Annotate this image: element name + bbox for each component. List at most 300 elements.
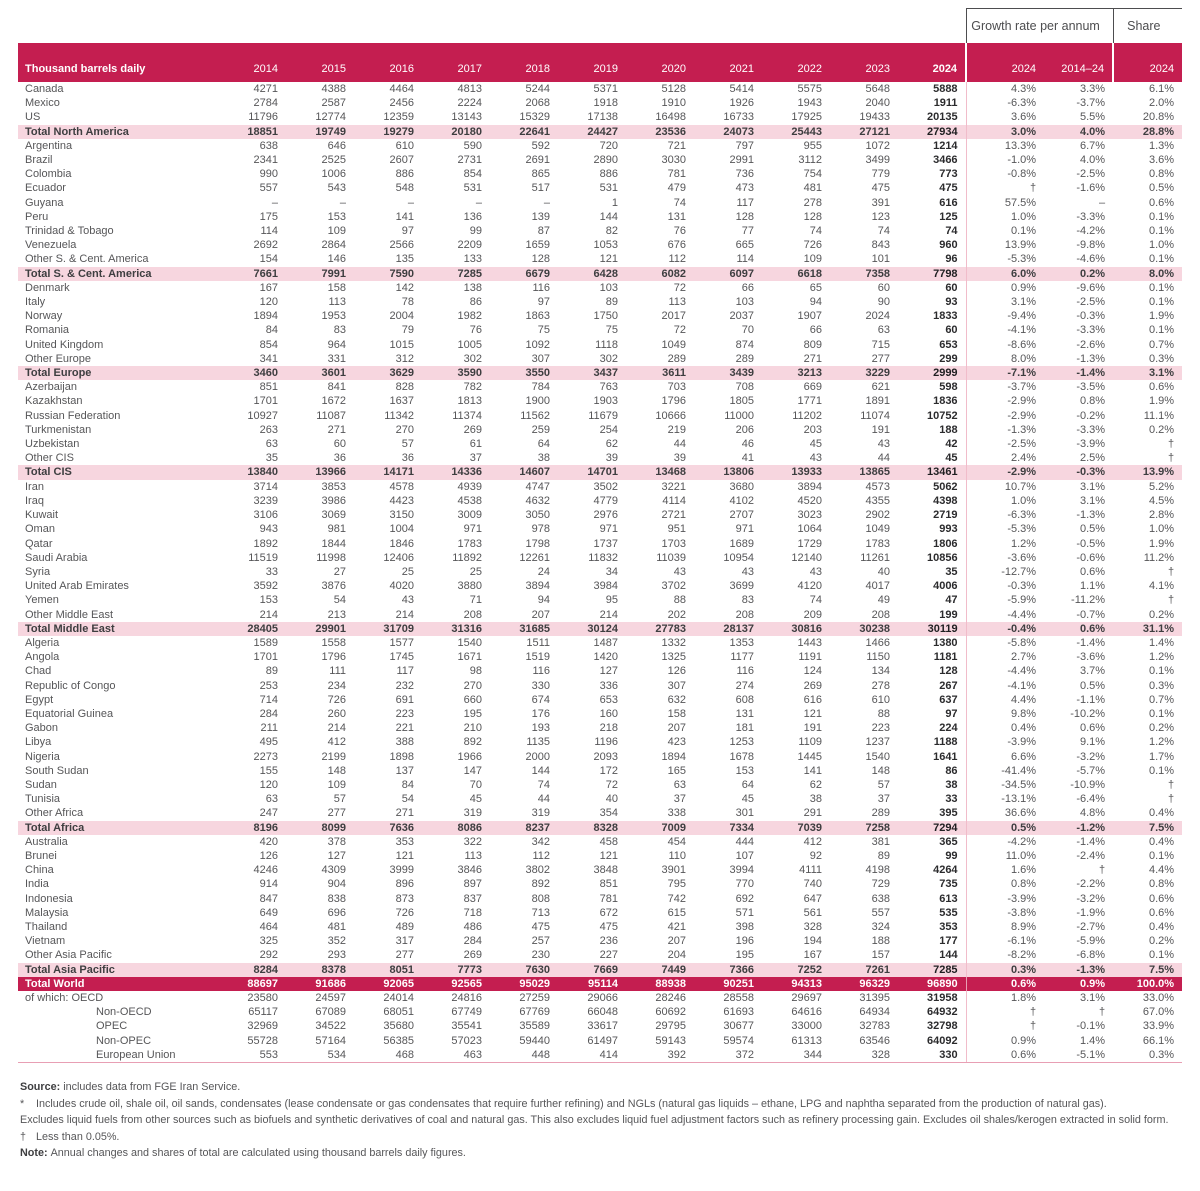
value-cell: 3994 — [729, 864, 754, 877]
table-row — [18, 551, 1182, 565]
value-cell: 1833 — [933, 310, 958, 323]
table-row — [18, 948, 1182, 962]
value-cell: 2864 — [321, 239, 346, 252]
value-cell: 82 — [605, 225, 618, 238]
value-cell: 1783 — [865, 537, 890, 550]
value-cell: 270 — [395, 423, 414, 436]
row-label: Total S. & Cent. America — [18, 267, 218, 281]
value-cell: 11202 — [792, 409, 822, 422]
value-cell: 3050 — [525, 509, 550, 522]
growth-cell: -3.9% — [966, 892, 1044, 906]
value-cell: 1332 — [661, 636, 686, 649]
growth-cell: 0.5% — [1080, 679, 1106, 692]
value-cell: 6097 — [694, 267, 762, 281]
value-cell: 11832 — [588, 551, 618, 564]
value-cell: 3984 — [593, 580, 618, 593]
value-cell: 1181 — [933, 651, 958, 664]
value-cell: 62 — [605, 438, 618, 451]
share-cell: 0.1% — [1149, 324, 1175, 337]
value-cell: 10927 — [247, 409, 278, 422]
value-cell: 24597 — [315, 992, 346, 1004]
value-cell: 15329 — [519, 111, 550, 124]
value-cell: 5128 — [661, 83, 686, 95]
value-cell: 14607 — [490, 465, 558, 479]
value-cell: 13865 — [830, 465, 898, 479]
table-row — [18, 451, 1182, 465]
value-cell: 66 — [741, 281, 754, 294]
row-label: Kuwait — [25, 509, 59, 522]
value-cell: 344 — [762, 1048, 830, 1063]
value-cell: – — [339, 196, 346, 209]
share-cell: 0.2% — [1149, 423, 1175, 436]
share-cell: 0.1% — [1149, 210, 1175, 223]
value-cell: 86 — [945, 764, 958, 777]
value-cell: 257 — [531, 935, 550, 948]
value-cell: 665 — [735, 239, 754, 252]
value-cell: 191 — [803, 722, 822, 735]
value-cell: 13806 — [694, 465, 762, 479]
value-cell: 1004 — [389, 523, 414, 536]
value-cell: 7449 — [626, 963, 694, 977]
growth-cell: -3.6% — [966, 551, 1044, 565]
growth-cell: -0.4% — [966, 622, 1044, 636]
growth-cell: -5.1% — [1044, 1048, 1113, 1063]
value-cell: 1420 — [593, 651, 618, 664]
value-cell: 1844 — [321, 537, 346, 550]
share-cell: † — [1167, 438, 1175, 451]
table-row — [18, 96, 1182, 110]
growth-cell: -0.1% — [1076, 1020, 1106, 1033]
value-cell: 981 — [327, 523, 346, 536]
value-cell: 86 — [469, 296, 482, 309]
value-cell: 312 — [395, 352, 414, 365]
value-cell: 28558 — [723, 992, 754, 1004]
value-cell: 31958 — [926, 992, 958, 1004]
value-cell: 458 — [599, 835, 618, 848]
value-cell: 1805 — [729, 395, 754, 408]
value-cell: 269 — [463, 423, 482, 436]
value-cell: 486 — [463, 920, 482, 933]
value-cell: 121 — [599, 253, 618, 266]
growth-cell: -2.9% — [966, 409, 1044, 423]
value-cell: 114 — [260, 225, 278, 238]
value-cell: 271 — [803, 352, 822, 365]
value-cell: 11261 — [860, 551, 890, 564]
growth-cell: -34.5% — [966, 778, 1044, 792]
growth-cell: -6.3% — [966, 508, 1044, 522]
table-row — [18, 508, 1182, 522]
table-row — [18, 849, 1182, 863]
value-cell: 63546 — [859, 1034, 890, 1047]
value-cell: 2719 — [933, 509, 958, 522]
value-cell: 8099 — [286, 821, 354, 835]
value-cell: 3239 — [253, 494, 278, 507]
row-label: Peru — [25, 210, 49, 223]
share-cell: 7.5% — [1113, 821, 1182, 835]
row-label: Non-OPEC — [96, 1034, 152, 1047]
value-cell: 45 — [469, 793, 482, 806]
growth-cell: -4.6% — [1076, 253, 1106, 266]
value-cell: 75 — [605, 324, 618, 337]
value-cell: 88 — [877, 707, 890, 720]
value-cell: 213 — [327, 608, 346, 621]
growth-cell: 0.9% — [966, 1034, 1044, 1048]
value-cell: 70 — [469, 778, 482, 791]
growth-cell: 0.9% — [1044, 977, 1113, 991]
value-cell: 18851 — [218, 125, 286, 139]
value-cell: 214 — [327, 722, 346, 735]
year-column-header: 2021 — [694, 43, 762, 82]
share-cell: 4.4% — [1149, 864, 1175, 877]
row-label: European Union — [18, 1048, 218, 1063]
growth-cell: -5.9% — [1076, 935, 1106, 948]
growth-cell: -3.5% — [1076, 381, 1106, 394]
value-cell: 328 — [830, 1048, 898, 1063]
value-cell: 718 — [463, 906, 482, 919]
value-cell: 1703 — [661, 537, 686, 550]
value-cell: 83 — [333, 324, 346, 337]
value-cell: 153 — [735, 764, 754, 777]
value-cell: 19433 — [859, 111, 890, 124]
table-row — [18, 380, 1182, 394]
value-cell: 7334 — [694, 821, 762, 835]
value-cell: 5888 — [933, 83, 958, 95]
value-cell: 468 — [354, 1048, 422, 1063]
table-row — [18, 934, 1182, 948]
growth-cell: -8.2% — [966, 948, 1044, 962]
value-cell: 40 — [877, 565, 890, 578]
value-cell: 270 — [463, 679, 482, 692]
share-cell: 2.0% — [1149, 97, 1175, 110]
value-cell: 1806 — [933, 537, 958, 550]
value-cell: 33617 — [587, 1020, 618, 1033]
value-cell: 7285 — [898, 963, 966, 977]
value-cell: 653 — [939, 338, 958, 351]
growth-cell: 8.0% — [966, 352, 1044, 366]
growth-cell: -1.0% — [966, 153, 1044, 167]
growth-cell: 0.9% — [966, 281, 1044, 295]
value-cell: 64092 — [926, 1034, 958, 1047]
row-label: Guyana — [25, 196, 64, 209]
value-cell: 61313 — [791, 1034, 822, 1047]
table-row — [18, 892, 1182, 906]
growth-cell: 3.1% — [1080, 480, 1106, 493]
value-cell: 1177 — [730, 651, 754, 664]
value-cell: 232 — [395, 679, 414, 692]
value-cell: 993 — [939, 523, 958, 536]
value-cell: 971 — [735, 523, 754, 536]
table-row — [18, 593, 1182, 607]
value-cell: 1953 — [321, 310, 346, 323]
growth-cell: 0.8% — [966, 877, 1044, 891]
row-label: Angola — [25, 651, 60, 664]
growth-cell: -3.2% — [1076, 750, 1106, 763]
value-cell: 7661 — [218, 267, 286, 281]
growth-cell: -3.6% — [1076, 651, 1106, 664]
growth-cell: -1.6% — [1076, 182, 1106, 195]
row-label: United Arab Emirates — [25, 580, 129, 593]
value-cell: 195 — [463, 707, 482, 720]
growth-cell: -3.7% — [966, 380, 1044, 394]
value-cell: 103 — [735, 296, 754, 309]
value-cell: 25 — [469, 565, 482, 578]
value-cell: 592 — [531, 139, 550, 152]
value-cell: 2024 — [865, 310, 890, 323]
value-cell: 84 — [265, 324, 278, 337]
share-2024-column-header: 2024 — [1113, 43, 1182, 82]
table-row — [18, 636, 1182, 650]
value-cell: 13933 — [762, 465, 830, 479]
value-cell: 1678 — [729, 750, 754, 763]
value-cell: 13840 — [218, 465, 286, 479]
table-row — [18, 409, 1182, 423]
value-cell: 779 — [871, 168, 890, 181]
growth-cell: 1.6% — [966, 863, 1044, 877]
value-cell: 1589 — [253, 636, 278, 649]
year-column-header: 2022 — [762, 43, 830, 82]
value-cell: 24014 — [383, 992, 414, 1004]
year-column-header: 2018 — [490, 43, 558, 82]
growth-cell: -4.2% — [966, 835, 1044, 849]
value-cell: 4114 — [662, 494, 686, 507]
value-cell: 88 — [673, 594, 686, 607]
value-cell: 322 — [463, 835, 482, 848]
value-cell: 96329 — [830, 977, 898, 991]
row-label: Russian Federation — [25, 409, 121, 422]
share-cell: 20.8% — [1142, 111, 1175, 124]
table-row — [18, 139, 1182, 153]
value-cell: 11519 — [248, 551, 278, 564]
share-cell: 0.4% — [1149, 920, 1175, 933]
value-cell: 4779 — [593, 494, 618, 507]
value-cell: 207 — [667, 935, 686, 948]
growth-cell: -13.1% — [966, 792, 1044, 806]
growth-cell: 9.8% — [966, 707, 1044, 721]
value-cell: 24427 — [558, 125, 626, 139]
share-cell: 4.1% — [1149, 580, 1175, 593]
value-cell: 64934 — [859, 1006, 890, 1019]
value-cell: 7009 — [626, 821, 694, 835]
growth-cell: -8.6% — [966, 338, 1044, 352]
value-cell: 13468 — [626, 465, 694, 479]
value-cell: 113 — [328, 296, 346, 309]
table-row — [18, 664, 1182, 678]
value-cell: 214 — [259, 608, 278, 621]
row-label: Iran — [25, 480, 44, 493]
growth-cell: † — [966, 1005, 1044, 1019]
value-cell: 144 — [599, 210, 618, 223]
value-cell: 60 — [877, 281, 890, 294]
value-cell: 616 — [939, 196, 958, 209]
value-cell: 96890 — [898, 977, 966, 991]
value-cell: 1445 — [797, 750, 822, 763]
value-cell: 7991 — [286, 267, 354, 281]
value-cell: 146 — [327, 253, 346, 266]
value-cell: 781 — [599, 892, 618, 905]
value-cell: 76 — [469, 324, 482, 337]
value-cell: 44 — [877, 452, 890, 465]
row-label: Other Europe — [25, 352, 92, 365]
growth-cell: -4.4% — [966, 608, 1044, 622]
value-cell: 4573 — [865, 480, 890, 493]
value-cell: 1903 — [593, 395, 618, 408]
value-cell: 395 — [939, 807, 958, 820]
value-cell: 99 — [945, 849, 958, 862]
value-cell: 45 — [809, 438, 822, 451]
share-cell: 0.1% — [1149, 707, 1175, 720]
value-cell: 1891 — [865, 395, 890, 408]
table-row — [18, 522, 1182, 536]
value-cell: 30816 — [762, 622, 830, 636]
share-cell: 11.1% — [1143, 409, 1175, 422]
value-cell: 3590 — [422, 366, 490, 380]
table-row — [18, 1019, 1182, 1033]
value-cell: 12261 — [519, 551, 550, 564]
value-cell: 904 — [327, 878, 346, 891]
value-cell: 475 — [599, 920, 618, 933]
value-cell: 11892 — [452, 551, 482, 564]
growth-cell: -3.9% — [1076, 438, 1106, 451]
value-cell: 124 — [803, 665, 822, 678]
share-cell: 0.6% — [1149, 892, 1175, 905]
value-cell: 38 — [945, 778, 958, 791]
share-cell: 1.2% — [1149, 736, 1175, 749]
header-groups-row — [18, 9, 1182, 44]
value-cell: 590 — [463, 139, 482, 152]
value-cell: 4578 — [389, 480, 414, 493]
value-cell: 155 — [259, 764, 278, 777]
value-cell: 188 — [939, 423, 958, 436]
value-cell: 1006 — [321, 168, 346, 181]
row-label: Algeria — [25, 636, 60, 649]
value-cell: 843 — [871, 239, 890, 252]
footnote-text: Less than 0.05%. — [36, 1130, 120, 1143]
value-cell: 637 — [939, 693, 958, 706]
value-cell: 116 — [532, 281, 550, 294]
value-cell: 196 — [735, 935, 754, 948]
value-cell: 110 — [668, 849, 686, 862]
row-label: Sudan — [25, 778, 57, 791]
year-column-header-final: 2024 — [898, 43, 966, 82]
value-cell: 83 — [741, 594, 754, 607]
table-row — [18, 792, 1182, 806]
growth-cell: 0.6% — [966, 1048, 1044, 1063]
value-cell: 19749 — [286, 125, 354, 139]
row-label: Total North America — [18, 125, 218, 139]
value-cell: 5414 — [729, 83, 754, 95]
value-cell: 29066 — [587, 992, 618, 1004]
row-label: Uzbekistan — [25, 438, 80, 451]
row-label: Azerbaijan — [25, 381, 77, 394]
value-cell: 1443 — [797, 636, 822, 649]
value-cell: 6679 — [490, 267, 558, 281]
value-cell: 1353 — [729, 636, 754, 649]
value-cell: 653 — [599, 693, 618, 706]
row-label: Saudi Arabia — [25, 551, 88, 564]
share-cell: 0.2% — [1149, 608, 1175, 621]
value-cell: 12406 — [383, 551, 414, 564]
value-cell: 67089 — [315, 1006, 346, 1019]
value-cell: 93 — [945, 296, 958, 309]
value-cell: 473 — [735, 182, 754, 195]
growth-cell: -1.3% — [1044, 963, 1113, 977]
value-cell: 331 — [327, 352, 346, 365]
share-cell: 0.1% — [1149, 225, 1175, 238]
growth-cell: 0.5% — [1080, 523, 1106, 536]
value-cell: 713 — [531, 906, 550, 919]
growth-cell: -1.1% — [1076, 693, 1106, 706]
value-cell: 54 — [333, 594, 346, 607]
share-cell: 0.1% — [1149, 296, 1175, 309]
value-cell: 1540 — [457, 636, 482, 649]
value-cell: 2587 — [321, 97, 346, 110]
value-cell: 720 — [599, 139, 618, 152]
share-cell: 0.1% — [1149, 764, 1175, 777]
value-cell: 2068 — [525, 97, 550, 110]
year-column-header: 2019 — [558, 43, 626, 82]
value-cell: 43 — [741, 565, 754, 578]
value-cell: 708 — [735, 381, 754, 394]
value-cell: 302 — [463, 352, 482, 365]
row-label: India — [25, 878, 49, 891]
growth-cell: 36.6% — [966, 806, 1044, 820]
value-cell: 3502 — [593, 480, 618, 493]
value-cell: 4423 — [389, 494, 414, 507]
value-cell: 854 — [259, 338, 278, 351]
value-cell: 43 — [673, 565, 686, 578]
growth-cell: -0.8% — [966, 167, 1044, 181]
value-cell: 696 — [327, 906, 346, 919]
growth-cell: -0.3% — [1076, 310, 1106, 323]
value-cell: 674 — [531, 693, 550, 706]
growth-cell: -6.3% — [966, 96, 1044, 110]
growth-cell: -2.9% — [966, 465, 1044, 479]
value-cell: 319 — [531, 807, 550, 820]
row-label: Other S. & Cent. America — [25, 253, 149, 266]
value-cell: 454 — [667, 835, 686, 848]
value-cell: 851 — [599, 878, 618, 891]
value-cell: 4309 — [321, 864, 346, 877]
year-column-header: 2023 — [830, 43, 898, 82]
row-label: Syria — [25, 565, 51, 578]
value-cell: 4355 — [865, 494, 890, 507]
value-cell: 3629 — [354, 366, 422, 380]
value-cell: 464 — [259, 920, 278, 933]
value-cell: 1863 — [525, 310, 550, 323]
row-label: Egypt — [25, 693, 54, 706]
share-cell: 0.3% — [1149, 679, 1175, 692]
value-cell: 391 — [871, 196, 890, 209]
row-label: Vietnam — [25, 935, 66, 948]
regional-total-row — [18, 622, 1182, 636]
value-cell: 1511 — [526, 636, 550, 649]
value-cell: 59574 — [723, 1034, 754, 1047]
value-cell: 142 — [395, 281, 414, 294]
value-cell: 34522 — [315, 1020, 346, 1033]
value-cell: 1671 — [457, 651, 482, 664]
value-cell: 254 — [599, 423, 618, 436]
value-cell: 3999 — [389, 864, 414, 877]
value-cell: 56385 — [383, 1034, 414, 1047]
value-cell: 616 — [803, 693, 822, 706]
share-cell: † — [1167, 778, 1175, 791]
value-cell: 742 — [667, 892, 686, 905]
row-label: Ecuador — [25, 182, 66, 195]
growth-cell: 3.3% — [1080, 83, 1106, 95]
value-cell: 3009 — [457, 509, 482, 522]
value-cell: 1049 — [661, 338, 686, 351]
value-cell: 398 — [735, 920, 754, 933]
